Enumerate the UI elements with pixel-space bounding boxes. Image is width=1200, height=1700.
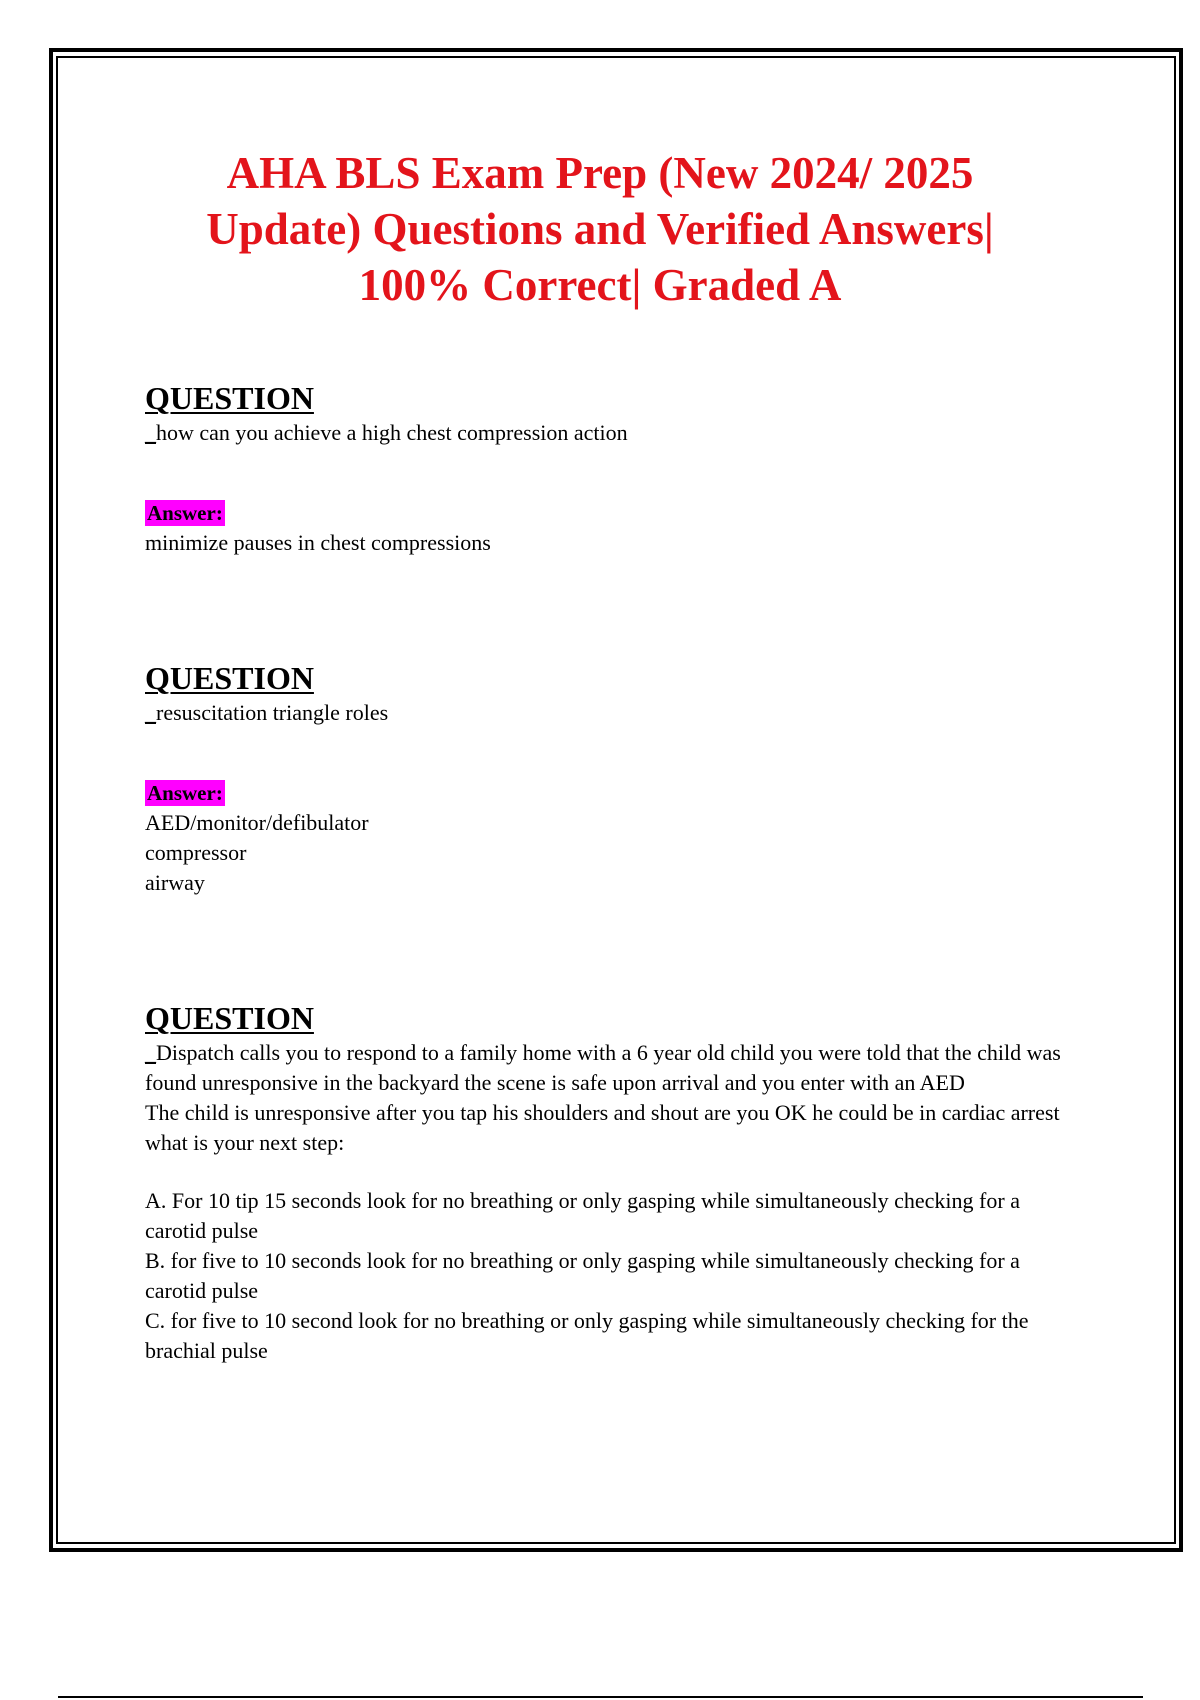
footer-divider (58, 1696, 1143, 1698)
answer-line: AED/monitor/defibulator (145, 810, 369, 835)
question-lead-mark: _ (145, 1040, 156, 1065)
answer-block (145, 500, 1085, 558)
answer-text (145, 528, 1085, 558)
question-body: resuscitation triangle roles (156, 700, 389, 725)
answer-options (145, 1186, 1085, 1366)
answer-line: airway (145, 870, 205, 895)
question-block-1 (145, 380, 1085, 558)
question-text-continued: The child is unresponsive after you tap his shoulders and shout are you OK he could be in cardiac arrest what is your next step: (145, 1100, 1060, 1155)
option-c: C. for five to 10 second look for no breathing or only gasping while simultaneously checking for the brachial pulse (145, 1308, 1029, 1363)
question-text (145, 1038, 1085, 1098)
option-a: A. For 10 tip 15 seconds look for no breathing or only gasping while simultaneously checking for a carotid pulse (145, 1188, 1020, 1243)
question-text (145, 698, 1085, 728)
question-lead-mark: _ (145, 700, 156, 725)
question-body: Dispatch calls you to respond to a family home with a 6 year old child you were told that the child was found unresponsive in the backyard the scene is safe upon arrival and you enter with an AED (145, 1040, 1061, 1095)
question-body: how can you achieve a high chest compression action (156, 420, 628, 445)
question-block-3 (145, 1000, 1085, 1366)
question-heading: QUESTION (145, 1000, 314, 1036)
answer-line: minimize pauses in chest compressions (145, 530, 491, 555)
question-lead-mark: _ (145, 420, 156, 445)
answer-label: Answer: (147, 501, 223, 525)
question-heading: QUESTION (145, 660, 314, 696)
question-heading: QUESTION (145, 380, 314, 416)
answer-block (145, 780, 1085, 898)
question-block-2 (145, 660, 1085, 898)
answer-text (145, 808, 1085, 898)
question-text (145, 418, 1085, 448)
answer-label: Answer: (147, 781, 223, 805)
answer-line: compressor (145, 840, 247, 865)
option-b: B. for five to 10 seconds look for no breathing or only gasping while simultaneously checking for a carotid pulse (145, 1248, 1020, 1303)
document-title: AHA BLS Exam Prep (New 2024/ 2025 Update) Questions and Verified Answers| 100% Correct| Graded A (206, 148, 994, 310)
